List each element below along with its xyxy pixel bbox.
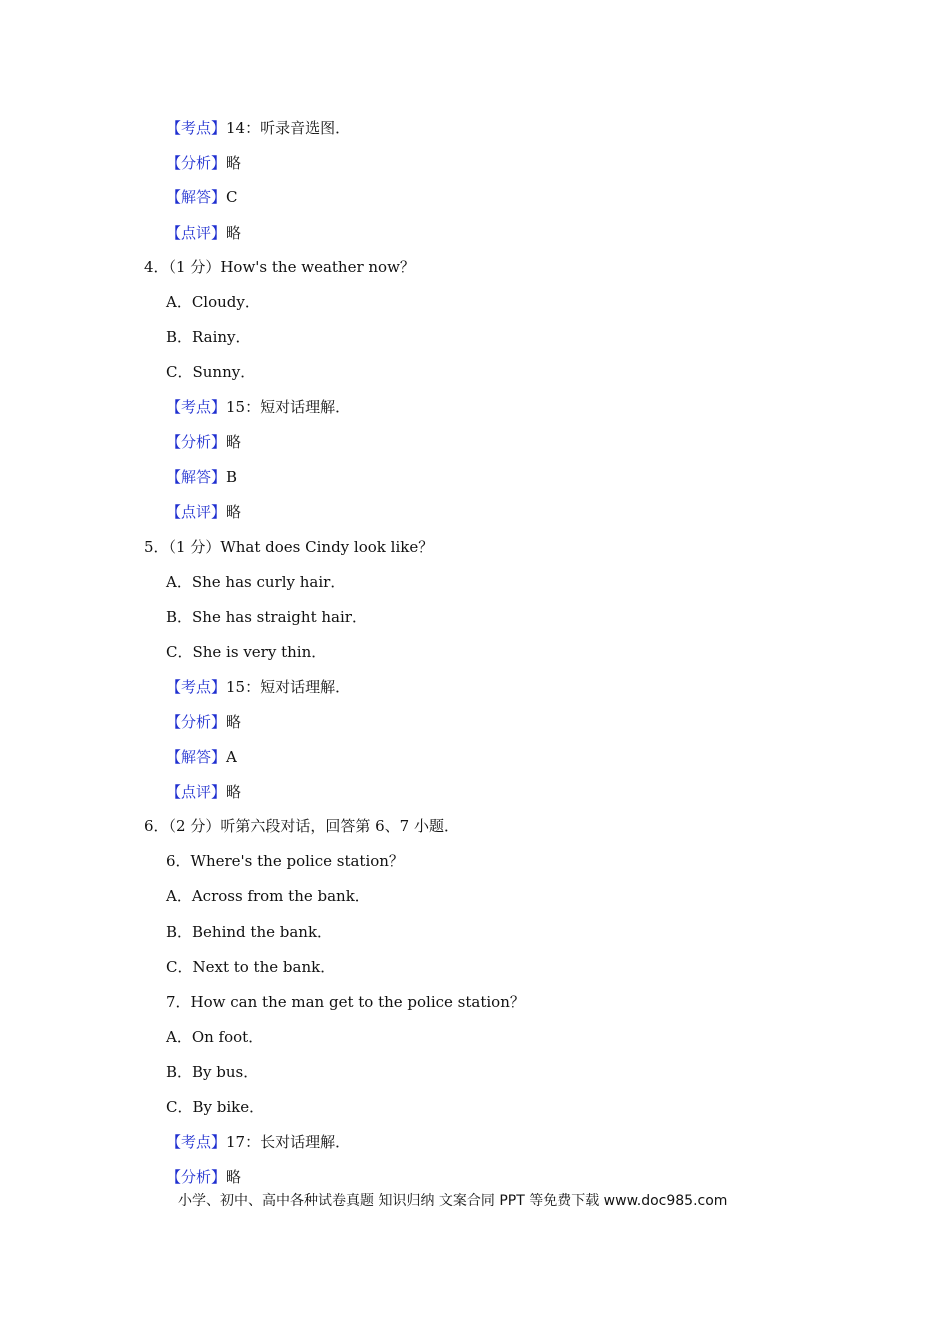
dianping-label: 【点评】 [166, 783, 227, 801]
sub-question-stem: 7．How can the man get to the police station？ [166, 993, 525, 1011]
option-a: A．She has curly hair． [166, 573, 346, 591]
jieda-label: 【解答】 [166, 188, 227, 206]
question-stem: 6．（2 分）听第六段对话，回答第 6、7 小题． [144, 817, 459, 835]
kaodian-text: 14：听录音选图． [226, 119, 351, 137]
kaodian-text: 15：短对话理解． [226, 398, 351, 416]
option-c: C．She is very thin． [166, 643, 327, 661]
kaodian-label: 【考点】 [166, 678, 227, 696]
option-b: B．By bus． [166, 1063, 259, 1081]
dianping-line [166, 502, 241, 522]
fenxi-label: 【分析】 [166, 433, 227, 451]
question-stem: 5．（1 分）What does Cindy look like？ [144, 538, 434, 556]
dianping-text: 略 [226, 503, 242, 521]
option-b: B．Behind the bank． [166, 923, 333, 941]
jieda-label: 【解答】 [166, 748, 227, 766]
option-c: C．By bike． [166, 1098, 265, 1116]
fenxi-label: 【分析】 [166, 154, 227, 172]
kaodian-label: 【考点】 [166, 119, 227, 137]
dianping-line [166, 782, 241, 802]
jieda-line [166, 187, 238, 207]
fenxi-line [166, 1167, 241, 1187]
kaodian-text: 17：长对话理解． [226, 1133, 351, 1151]
dianping-text: 略 [226, 224, 242, 242]
option-a: A．Across from the bank． [166, 887, 370, 905]
jieda-line [166, 467, 237, 487]
fenxi-line [166, 712, 241, 732]
fenxi-label: 【分析】 [166, 1168, 227, 1186]
fenxi-label: 【分析】 [166, 713, 227, 731]
kaodian-line [166, 677, 350, 697]
jieda-text: A [226, 748, 237, 766]
fenxi-text: 略 [226, 433, 242, 451]
fenxi-text: 略 [226, 154, 242, 172]
dianping-line [166, 223, 241, 243]
question-stem: 4．（1 分）How's the weather now？ [144, 258, 415, 276]
option-c: C．Next to the bank． [166, 958, 336, 976]
kaodian-label: 【考点】 [166, 398, 227, 416]
kaodian-line [166, 118, 350, 138]
kaodian-label: 【考点】 [166, 1133, 227, 1151]
fenxi-line [166, 432, 241, 452]
option-a: A．On foot． [166, 1028, 264, 1046]
kaodian-line [166, 1132, 350, 1152]
option-b: B．Rainy． [166, 328, 251, 346]
jieda-text: B [226, 468, 238, 486]
dianping-text: 略 [226, 783, 242, 801]
page-footer: 小学、初中、高中各种试卷真题 知识归纳 文案合同 PPT 等免费下载 www.doc985.com [178, 1193, 728, 1209]
dianping-label: 【点评】 [166, 503, 227, 521]
jieda-label: 【解答】 [166, 468, 227, 486]
fenxi-text: 略 [226, 713, 242, 731]
dianping-label: 【点评】 [166, 224, 227, 242]
jieda-text: C [226, 188, 238, 206]
fenxi-text: 略 [226, 1168, 242, 1186]
fenxi-line [166, 153, 241, 173]
kaodian-line [166, 397, 350, 417]
jieda-line [166, 747, 237, 767]
kaodian-text: 15：短对话理解． [226, 678, 351, 696]
option-a: A．Cloudy． [166, 293, 260, 311]
option-c: C．Sunny． [166, 363, 256, 381]
sub-question-stem: 6．Where's the police station？ [166, 852, 404, 870]
option-b: B．She has straight hair． [166, 608, 367, 626]
